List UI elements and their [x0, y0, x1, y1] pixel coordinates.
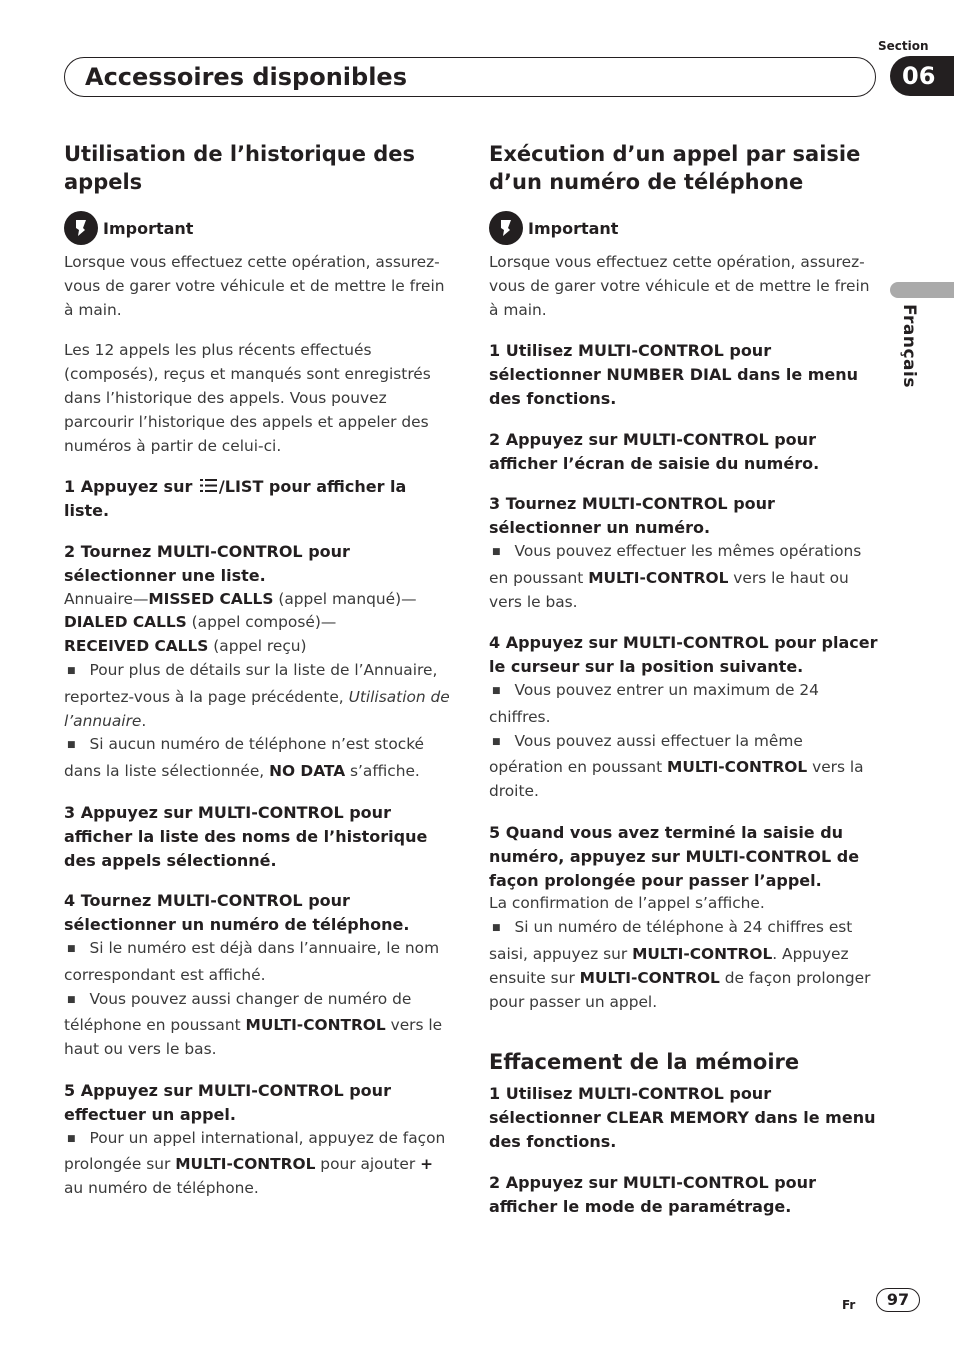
step-2: 2 Tournez MULTI-CONTROL pour sélectionner une liste.	[64, 541, 350, 585]
step-4: 4 Tournez MULTI-CONTROL pour sélectionner un numéro de téléphone.	[64, 891, 410, 935]
bullet-text: vers le haut ou vers le bas.	[489, 568, 849, 611]
bullet-text: Si un numéro de téléphone à 24 chiffres est saisi, appuyez sur	[489, 918, 853, 963]
bullet-text: s’affiche.	[345, 762, 420, 781]
list-dialed-calls: DIALED CALLS	[64, 613, 187, 632]
bullet-text: vers la droite.	[489, 758, 864, 801]
bullet-no-data	[64, 733, 456, 784]
bullet-bold: MULTI-CONTROL	[667, 758, 808, 777]
list-annuaire: Annuaire—	[64, 589, 149, 608]
list-received-desc: (appel reçu)	[208, 637, 307, 656]
bullet-annuaire-ref	[64, 659, 456, 733]
step-3: 3 Appuyez sur MULTI-CONTROL pour afficher la liste des noms de l’historique des appels sélectionné.	[64, 802, 428, 870]
bullet-text: au numéro de téléphone.	[64, 1179, 259, 1198]
bullet-bold: NO DATA	[269, 762, 346, 781]
bullet-text: .	[141, 711, 147, 730]
memory-step-2: 2 Appuyez sur MULTI-CONTROL pour afficher le mode de paramétrage.	[489, 1172, 816, 1216]
bullet-bold: MULTI-CONTROL	[579, 968, 720, 987]
left-column	[64, 140, 456, 1201]
list-names	[64, 588, 456, 659]
important-label: Important	[528, 218, 619, 238]
section-title-number-dial: Exécution d’un appel par saisie d’un numéro de téléphone	[489, 142, 861, 194]
bullet-bold: MULTI-CONTROL	[175, 1155, 316, 1174]
language-tab	[890, 282, 954, 298]
bullet-text: Vous pouvez effectuer les mêmes opérations en poussant	[489, 541, 862, 587]
step-5: 5 Quand vous avez terminé la saisie du numéro, appuyez sur MULTI-CONTROL de façon prolongée pour passer l’appel.	[489, 822, 860, 890]
bullet-24-digits	[489, 916, 881, 1014]
bullet-push-right	[489, 730, 881, 804]
chapter-header	[64, 57, 876, 97]
step-1	[64, 475, 456, 523]
important-text: Lorsque vous effectuez cette opération, assurez-vous de garer votre véhicule et de mettre le frein à main.	[489, 253, 870, 319]
bullet-text: Vous pouvez aussi changer de numéro de téléphone en poussant	[64, 989, 412, 1035]
bullet-bold: +	[420, 1155, 433, 1174]
section-title-clear-memory: Effacement de la mémoire	[489, 1050, 800, 1075]
memory-step-1: 1 Utilisez MULTI-CONTROL pour sélectionner CLEAR MEMORY dans le menu des fonctions.	[489, 1084, 876, 1151]
section-label: Section	[878, 39, 929, 53]
footer-language-code: Fr	[842, 1298, 856, 1312]
step-4: 4 Appuyez sur MULTI-CONTROL pour placer le curseur sur la position suivante.	[489, 633, 878, 677]
chapter-title: Accessoires disponibles	[85, 63, 407, 91]
confirm-text: La confirmation de l’appel s’affiche.	[489, 894, 765, 913]
bullet-text: Vous pouvez aussi effectuer la même opération en poussant	[489, 731, 803, 777]
bullet-text: vers le haut ou vers le bas.	[64, 1016, 443, 1059]
list-missed-calls: MISSED CALLS	[148, 589, 274, 608]
section-number-badge: 06	[890, 56, 954, 96]
important-icon	[489, 211, 523, 245]
list-dialed-desc: (appel composé)—	[186, 613, 337, 632]
step-1-text-b: /LIST pour afficher la liste.	[64, 477, 407, 521]
important-icon	[64, 211, 98, 245]
bullet-ref-italic: Utilisation de l’annuaire	[64, 687, 450, 730]
language-label: Français	[899, 304, 919, 388]
important-notice	[64, 211, 456, 245]
list-missed-desc: (appel manqué)—	[273, 589, 417, 608]
important-notice	[489, 211, 881, 245]
step-5: 5 Appuyez sur MULTI-CONTROL pour effectuer un appel.	[64, 1080, 391, 1124]
bullet-name-shown: ■ Si le numéro est déjà dans l’annuaire, le nom correspondant est affiché.	[64, 937, 456, 988]
bullet-text: Pour un appel international, appuyez de façon prolongée sur	[64, 1128, 446, 1174]
bullet-bold: MULTI-CONTROL	[632, 944, 773, 963]
bullet-same-operations	[489, 540, 881, 614]
section-title-call-history: Utilisation de l’historique des appels	[64, 142, 416, 194]
bullet-max-digits: ■ Vous pouvez entrer un maximum de 24 chiffres.	[489, 679, 881, 730]
step-3: 3 Tournez MULTI-CONTROL pour sélectionner un numéro.	[489, 494, 775, 538]
bullet-text: pour ajouter	[315, 1155, 421, 1174]
bullet-bold: MULTI-CONTROL	[245, 1016, 386, 1035]
step-2: 2 Appuyez sur MULTI-CONTROL pour afficher l’écran de saisie du numéro.	[489, 429, 820, 473]
bullet-international	[64, 1127, 456, 1201]
right-column	[489, 140, 881, 1218]
bullet-change-number	[64, 988, 456, 1062]
bullet-bold: MULTI-CONTROL	[588, 568, 729, 587]
step-1-text-a: 1 Appuyez sur	[64, 477, 198, 497]
list-received-calls: RECEIVED CALLS	[64, 637, 209, 656]
page-number: 97	[876, 1288, 920, 1312]
bullet-text: Si aucun numéro de téléphone n’est stocké dans la liste sélectionnée,	[64, 735, 425, 781]
step-1: 1 Utilisez MULTI-CONTROL pour sélectionner NUMBER DIAL dans le menu des fonctions.	[489, 341, 859, 408]
important-text: Lorsque vous effectuez cette opération, assurez-vous de garer votre véhicule et de mettre le frein à main.	[64, 253, 445, 319]
bullet-text: Pour plus de détails sur la liste de l’Annuaire, reportez-vous à la page précédente,	[64, 660, 438, 706]
intro-text: Les 12 appels les plus récents effectués (composés), reçus et manqués sont enregistrés dans l’historique des appels. Vous pouvez parcourir l’historique des appels et appeler des numéros à partir de celui-ci.	[64, 341, 431, 455]
important-label: Important	[103, 218, 194, 238]
list-icon	[200, 478, 217, 493]
bullet-text: . Appuyez ensuite sur	[489, 944, 849, 987]
bullet-text: de façon prolonger pour passer un appel.	[489, 968, 871, 1011]
